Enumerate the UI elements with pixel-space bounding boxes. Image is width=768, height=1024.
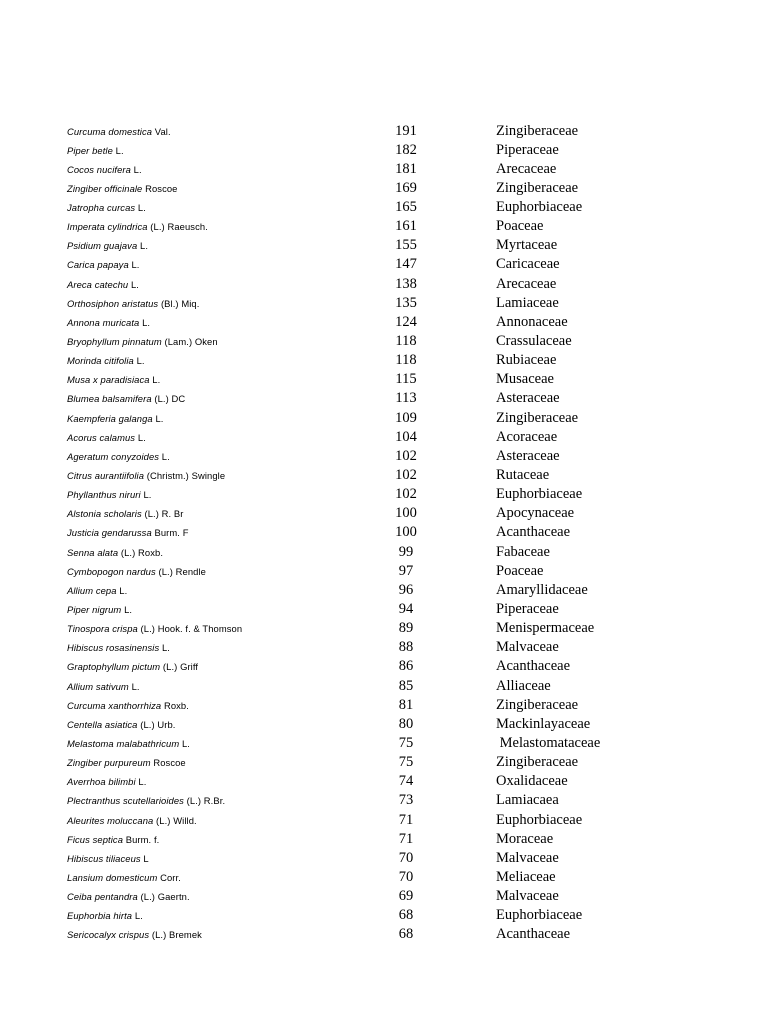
scientific-name: Cocos nucifera — [67, 163, 131, 175]
author-citation: L. — [161, 450, 170, 462]
family-name: Arecaceae — [496, 275, 557, 292]
table-row — [0, 179, 768, 198]
author-citation: Val. — [154, 125, 171, 137]
author-citation: L. — [130, 278, 139, 290]
table-row — [0, 581, 768, 600]
scientific-name: Averrhoa bilimbi — [67, 776, 136, 788]
family-name: Malvaceae — [496, 639, 559, 656]
usage-count: 100 — [395, 505, 417, 522]
author-citation: L. — [131, 680, 140, 692]
species-name — [67, 910, 143, 922]
author-citation: (L.) Griff — [162, 661, 199, 673]
family-name: Poaceae — [496, 562, 544, 579]
species-name — [67, 221, 208, 233]
author-citation: L. — [133, 163, 142, 175]
author-citation: L. — [155, 412, 164, 424]
usage-count: 97 — [398, 562, 414, 579]
author-citation: (L.) Raeusch. — [150, 221, 208, 233]
family-name: Crassulaceae — [496, 333, 572, 350]
author-citation: L. — [138, 776, 147, 788]
scientific-name: Sericocalyx crispus — [67, 929, 150, 941]
scientific-name: Ageratum conyzoides — [67, 450, 160, 462]
scientific-name: Allium cepa — [67, 584, 117, 596]
author-citation: L. — [119, 584, 128, 596]
scientific-name: Justicia gendarussa — [67, 527, 152, 539]
species-name — [67, 451, 170, 463]
scientific-name: Aleurites moluccana — [67, 814, 154, 826]
scientific-name: Curcuma xanthorrhiza — [67, 699, 162, 711]
family-name: Rutaceae — [496, 467, 550, 484]
family-name: Myrtaceae — [496, 237, 558, 254]
table-row — [0, 255, 768, 274]
usage-count: 102 — [395, 467, 417, 484]
usage-count: 124 — [395, 313, 417, 330]
species-name — [67, 719, 176, 731]
table-row — [0, 677, 768, 696]
species-name — [67, 317, 150, 329]
table-row — [0, 389, 768, 408]
family-name: Zingiberaceae — [496, 409, 579, 426]
species-name — [67, 508, 184, 520]
species-name — [67, 413, 163, 425]
family-name: Apocynaceae — [496, 505, 575, 522]
scientific-name: Kaempferia galanga — [67, 412, 153, 424]
author-citation: (Bl.) Miq. — [160, 297, 200, 309]
table-row — [0, 600, 768, 619]
scientific-name: Euphorbia hirta — [67, 910, 133, 922]
usage-count: 70 — [398, 849, 414, 866]
table-row — [0, 811, 768, 830]
family-name: Lamiacaea — [496, 792, 559, 809]
scientific-name: Bryophyllum pinnatum — [67, 336, 162, 348]
usage-count: 94 — [398, 601, 414, 618]
species-name — [67, 872, 181, 884]
table-row — [0, 122, 768, 141]
family-name: Asteraceae — [496, 447, 560, 464]
table-row — [0, 275, 768, 294]
usage-count: 73 — [398, 792, 414, 809]
species-name — [67, 566, 206, 578]
species-name — [67, 642, 170, 654]
table-row — [0, 160, 768, 179]
table-row — [0, 409, 768, 428]
family-name: Acanthaceae — [496, 524, 571, 541]
scientific-name: Centella asiatica — [67, 718, 138, 730]
species-name — [67, 815, 197, 827]
usage-count: 75 — [398, 754, 414, 771]
family-name: Piperaceae — [496, 601, 559, 618]
table-row — [0, 887, 768, 906]
family-name: Piperaceae — [496, 141, 559, 158]
scientific-name: Musa x paradisiaca — [67, 374, 150, 386]
author-citation: L. — [134, 910, 143, 922]
table-row — [0, 236, 768, 255]
family-name: Acoraceae — [496, 428, 558, 445]
table-row — [0, 830, 768, 849]
usage-count: 191 — [395, 122, 417, 139]
species-name — [67, 145, 124, 157]
species-name — [67, 126, 171, 138]
table-row — [0, 294, 768, 313]
species-name — [67, 527, 189, 539]
author-citation: L. — [137, 202, 146, 214]
author-citation: L. — [181, 738, 190, 749]
author-citation: (Lam.) Oken — [164, 336, 218, 348]
scientific-name: Ceiba pentandra — [67, 891, 138, 903]
scientific-name: Hibiscus tiliaceus — [67, 852, 141, 864]
family-name: Oxalidaceae — [496, 773, 568, 790]
species-name — [67, 336, 218, 348]
species-name — [67, 795, 225, 807]
author-citation: Roxb. — [163, 699, 189, 711]
family-name: Arecaceae — [496, 160, 557, 177]
table-row — [0, 485, 768, 504]
species-name — [67, 891, 190, 903]
family-name: Euphorbiaceae — [496, 811, 583, 828]
species-name — [67, 374, 160, 386]
author-citation: (L.) R.Br. — [186, 795, 226, 807]
species-name — [67, 929, 202, 941]
species-name — [67, 834, 159, 846]
family-name: Poaceae — [496, 218, 544, 235]
author-citation: L. — [131, 259, 140, 271]
scientific-name: Piper betle — [67, 144, 113, 156]
family-name: Rubiaceae — [496, 352, 557, 369]
table-row — [0, 849, 768, 868]
scientific-name: Tinospora crispa — [67, 623, 138, 635]
species-name — [67, 432, 146, 444]
usage-count: 161 — [395, 218, 417, 235]
table-row — [0, 868, 768, 887]
author-citation: (Christm.) Swingle — [146, 470, 226, 482]
author-citation: Roscoe — [145, 182, 178, 194]
usage-count: 85 — [398, 677, 414, 694]
usage-count: 118 — [395, 352, 417, 369]
usage-count: 138 — [395, 275, 417, 292]
table-row — [0, 638, 768, 657]
usage-count: 81 — [398, 696, 414, 713]
usage-count: 69 — [398, 888, 414, 905]
author-citation: L. — [143, 489, 152, 501]
usage-count: 165 — [395, 199, 417, 216]
usage-count: 135 — [395, 294, 417, 311]
scientific-name: Orthosiphon aristatus — [67, 297, 159, 309]
author-citation: (L.) Gaertn. — [140, 891, 190, 903]
family-name: Menispermaceae — [496, 620, 595, 637]
author-citation: (L.) DC — [154, 393, 186, 405]
usage-count: 155 — [395, 237, 417, 254]
species-name — [67, 202, 146, 214]
usage-count: 70 — [398, 868, 414, 885]
scientific-name: Hibiscus rosasinensis — [67, 642, 160, 654]
scientific-name: Curcuma domestica — [67, 125, 153, 137]
table-row — [0, 715, 768, 734]
species-name — [67, 547, 163, 559]
species-name — [67, 661, 198, 673]
family-name: Acanthaceae — [496, 926, 571, 943]
author-citation: L. — [142, 316, 151, 328]
species-name — [67, 623, 242, 635]
family-name: Moraceae — [496, 830, 554, 847]
species-name — [67, 183, 178, 195]
usage-count: 109 — [395, 409, 417, 426]
usage-count: 68 — [398, 907, 414, 924]
usage-count: 74 — [398, 773, 414, 790]
author-citation: L. — [161, 642, 170, 654]
species-name — [67, 298, 199, 310]
scientific-name: Cymbopogon nardus — [67, 565, 156, 577]
author-citation: (L.) R. Br — [144, 508, 184, 520]
usage-count: 102 — [395, 486, 417, 503]
scientific-name: Lansium domesticum — [67, 871, 158, 883]
scientific-name: Graptophyllum pictum — [67, 661, 161, 673]
species-name — [67, 757, 186, 769]
family-name: Zingiberaceae — [496, 696, 579, 713]
family-name: Mackinlayaceae — [496, 715, 591, 732]
family-name: Annonaceae — [496, 313, 568, 330]
table-row — [0, 619, 768, 638]
scientific-name: Carica papaya — [67, 259, 129, 271]
family-name: Euphorbiaceae — [496, 486, 583, 503]
usage-count: 181 — [395, 160, 417, 177]
usage-count: 113 — [395, 390, 417, 407]
table-row — [0, 370, 768, 389]
table-row — [0, 562, 768, 581]
table-row — [0, 791, 768, 810]
usage-count: 80 — [398, 715, 414, 732]
family-name: Euphorbiaceae — [496, 199, 583, 216]
usage-count: 96 — [398, 581, 414, 598]
species-name — [67, 355, 145, 367]
usage-count: 89 — [398, 620, 414, 637]
family-name: Alliaceae — [496, 677, 551, 694]
scientific-name: Blumea balsamifera — [67, 393, 152, 405]
table-row — [0, 657, 768, 676]
table-row — [0, 447, 768, 466]
family-name: Malvaceae — [496, 888, 559, 905]
author-citation: L. — [137, 431, 146, 443]
author-citation: (L.) Willd. — [156, 814, 197, 826]
table-row — [0, 428, 768, 447]
table-row — [0, 466, 768, 485]
species-name — [67, 489, 151, 501]
author-citation: (L.) Roxb. — [120, 546, 164, 558]
species-name — [67, 470, 225, 482]
scientific-name: Jatropha curcas — [67, 202, 136, 214]
scientific-name: Zingiber purpureum — [67, 757, 151, 769]
table-row — [0, 925, 768, 944]
family-name: Lamiaceae — [496, 294, 559, 311]
scientific-name: Imperata cylindrica — [67, 221, 148, 233]
usage-count: 75 — [398, 735, 414, 751]
scientific-name: Morinda citifolia — [67, 355, 134, 367]
usage-count: 118 — [395, 333, 417, 350]
scientific-name: Areca catechu — [67, 278, 129, 290]
species-name — [67, 604, 132, 616]
family-name: Amaryllidaceae — [496, 581, 588, 598]
usage-count: 86 — [398, 658, 414, 675]
scientific-name: Phyllanthus niruri — [67, 489, 141, 501]
usage-count: 99 — [398, 543, 414, 560]
author-citation: Roscoe — [153, 757, 186, 769]
usage-count: 71 — [398, 811, 414, 828]
family-name: Zingiberaceae — [496, 179, 579, 196]
table-row — [0, 772, 768, 791]
author-citation: L — [143, 852, 149, 864]
table-row — [0, 313, 768, 332]
table-row — [0, 504, 768, 523]
author-citation: L. — [124, 604, 133, 616]
family-name: Musaceae — [496, 371, 554, 388]
family-name: Euphorbiaceae — [496, 907, 583, 924]
usage-count: 147 — [395, 256, 417, 273]
family-name: Zingiberaceae — [496, 122, 579, 139]
family-name: Acanthaceae — [496, 658, 571, 675]
usage-count: 68 — [398, 926, 414, 943]
species-name — [67, 164, 142, 176]
usage-count: 71 — [398, 830, 414, 847]
scientific-name: Alstonia scholaris — [67, 508, 142, 520]
author-citation: L. — [136, 355, 145, 367]
family-name: Caricaceae — [496, 256, 560, 273]
species-name — [67, 738, 190, 750]
usage-count: 169 — [395, 179, 417, 196]
family-name: Meliaceae — [496, 868, 556, 885]
usage-count: 115 — [395, 371, 417, 388]
author-citation: (L.) Rendle — [158, 565, 206, 577]
family-name: Melastomataceae — [496, 735, 601, 751]
scientific-name: Acorus calamus — [67, 431, 136, 443]
species-name — [67, 700, 189, 712]
usage-count: 88 — [398, 639, 414, 656]
table-row — [0, 523, 768, 542]
family-name: Zingiberaceae — [496, 754, 579, 771]
family-name: Fabaceae — [496, 543, 550, 560]
table-row — [0, 141, 768, 160]
table-row — [0, 351, 768, 370]
scientific-name: Ficus septica — [67, 833, 124, 845]
scientific-name: Zingiber officinale — [67, 182, 143, 194]
species-name — [67, 393, 185, 405]
author-citation: (L.) Hook. f. & Thomson — [140, 623, 243, 635]
author-citation: Corr. — [160, 871, 181, 883]
scientific-name: Senna alata — [67, 546, 119, 558]
table-row — [0, 198, 768, 217]
usage-count: 102 — [395, 447, 417, 464]
usage-count: 100 — [395, 524, 417, 541]
author-citation: Burm. f. — [125, 833, 160, 845]
species-name — [67, 259, 140, 271]
usage-count: 104 — [395, 428, 417, 445]
species-name — [67, 681, 140, 693]
family-name: Malvaceae — [496, 849, 559, 866]
scientific-name: Citrus aurantiifolia — [67, 470, 145, 482]
author-citation: (L.) Urb. — [140, 718, 176, 730]
scientific-name: Piper nigrum — [67, 604, 122, 616]
usage-count: 182 — [395, 141, 417, 158]
scientific-name: Allium sativum — [67, 680, 129, 692]
species-name — [67, 853, 149, 865]
scientific-name: Melastoma malabathricum — [67, 738, 180, 749]
scientific-name: Annona muricata — [67, 316, 140, 328]
species-name — [67, 240, 148, 252]
scientific-name: Psidium guajava — [67, 240, 138, 252]
family-name: Asteraceae — [496, 390, 560, 407]
plant-species-table — [0, 122, 768, 945]
table-row — [0, 217, 768, 236]
author-citation: L. — [152, 374, 161, 386]
table-row — [0, 753, 768, 772]
author-citation: L. — [140, 240, 149, 252]
table-row — [0, 696, 768, 715]
species-name — [67, 776, 146, 788]
author-citation: (L.) Bremek — [151, 929, 202, 941]
table-row — [0, 543, 768, 562]
table-row — [0, 332, 768, 351]
table-row — [0, 906, 768, 925]
author-citation: L. — [115, 144, 124, 156]
author-citation: Burm. F — [154, 527, 189, 539]
species-name — [67, 585, 127, 597]
scientific-name: Plectranthus scutellarioides — [67, 795, 184, 807]
table-row — [0, 734, 768, 753]
species-name — [67, 279, 139, 291]
